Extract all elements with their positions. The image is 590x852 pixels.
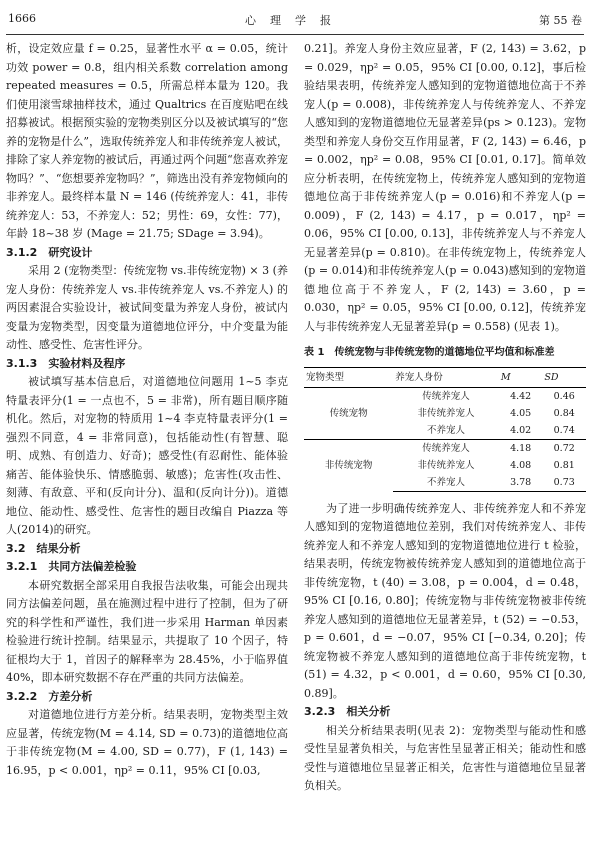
mean-cell: 4.18 [499,439,543,457]
identity-cell: 传统养宠人 [422,390,470,402]
table-caption: 表 1 传统宠物与非传统宠物的道德地位平均值和标准差 [304,347,555,358]
mean-cell: 4.42 [510,390,532,402]
table-header-cell: 养宠人身份 [393,367,499,387]
paragraph-common-method: 本研究数据全部采用自我报告法收集，可能会出现共同方法偏差问题，虽在施测过程中进行了控制，但为了研究的科学性和严谨性，我们进一步采用 Harman 单因素检验进行统计控制。结果显示，共提取了 10 个因子，特征根均大于 1，首因子的解释率为 28.45%，小于临界值 40%，即本研究数据不存在严重的共同方法偏差。 [6,578,288,684]
sd-cell: 0.81 [553,459,575,471]
journal-title: 心理学报 [245,14,345,27]
identity-cell: 非传统养宠人 [417,407,475,419]
table-row [304,439,586,457]
sd-cell: 0.72 [542,439,586,457]
left-column [6,40,288,780]
sd-cell: 0.84 [553,407,575,419]
paragraph-anova: 对道德地位进行方差分析。结果表明，宠物类型主效应显著，传统宠物(M = 4.14, SD = 0.73)的道德地位高于非传统宠物(M = 4.00, SD = 0.77)，F (1, 143) = 16.95，p < 0.001，ηp² = 0.11，95% CI [0.03, [6,708,288,777]
mean-cell: 4.02 [510,424,532,436]
table-header-row [304,367,586,387]
table-header-cell: 宠物类型 [304,367,393,387]
page-number: 1666 [8,12,36,25]
heading-3-1-2: 3.1.2 研究设计 [6,245,93,259]
table-row [304,387,586,405]
heading-3-2-2: 3.2.2 方差分析 [6,689,93,703]
means-table [304,367,586,492]
page-header [6,0,584,35]
sd-cell: 0.74 [553,424,575,436]
heading-3-2: 3.2 结果分析 [6,541,81,555]
heading-3-2-3: 3.2.3 相关分析 [304,705,391,718]
table-header-cell: SD [542,367,586,387]
heading-3-1-3: 3.1.3 实验材料及程序 [6,356,126,370]
heading-3-2-1: 3.2.1 共同方法偏差检验 [6,560,137,573]
table-header-cell: M [499,367,543,387]
mean-cell: 3.78 [499,474,543,492]
paragraph-sampling: 析，设定效应量 f = 0.25，显著性水平 α = 0.05，统计功效 power = 0.8，组内相关系数 correlation among repeated measures = 0.5，所需总样本量为 120。我们使用滚雪球抽样技术，通过 Qualtrics 在百度贴吧在线招募被试。根据预实验的宠物类别区分以及被试填写的“您养的宠物是什么”，选取传统养宠人和非传统养宠人被试，排除了家人养宠物的被试后，再通过两个问题“您喜欢养宠物吗？”、“您想要养宠物吗？”，筛选出没有养宠物倾向的非养宠人。最终样本量 N = 146 (传统养宠人：41，非传统养宠人：53，不养宠人：52；男性：69，女性：77)，年龄 18~38 岁 (Mage = 21.75; SDage = 3.94)。 [6,42,288,240]
right-column [304,40,586,796]
sd-cell: 0.46 [553,390,575,402]
pet-type-cell: 非传统宠物 [304,439,393,491]
paragraph-anova-continued: 0.21]。养宠人身份主效应显著，F (2, 143) = 3.62，p = 0.029，ηp² = 0.05，95% CI [0.00, 0.12]，事后检验结果表明，传统养宠人感知到的宠物道德地位高于不养宠人(p = 0.008)，非传统养宠人与传统养宠人、不养宠人感知到的宠物道德地位无显著差异(ps > 0.123)。宠物类型和养宠人身份交互作用显著，F (2, 143) = 6.46，p = 0.002，ηp² = 0.08，95% CI [0.01, 0.17]。简单效应分析表明，在传统宠物上，传统养宠人感知到的宠物道德地位高于非传统养宠人(p = 0.016)和不养宠人(p = 0.009)，F (2, 143) = 4.17，p = 0.017，ηp² = 0.06，95% CI [0.00, 0.13]，非传统养宠人与不养宠人无显著差异(p = 0.810)。在非传统宠物上，传统养宠人(p = 0.014)和非传统养宠人(p = 0.043)感知到的宠物道德地位高于不养宠人，F (2, 143) = 3.60，p = 0.030，ηp² = 0.05，95% CI [0.00, 0.12]，传统养宠人与非传统养宠人无显著差异(p = 0.558) (见表 1)。 [304,42,586,333]
sd-cell: 0.73 [542,474,586,492]
paragraph-design: 采用 2 (宠物类型：传统宠物 vs.非传统宠物) × 3 (养宠人身份：传统养宠人 vs.非传统养宠人 vs.不养宠人) 的两因素混合实验设计，被试间变量为养宠人身份，被试内变量为宠物类型，因变量为道德地位评分，中介变量为能动性、感受性、危害性评分。 [6,264,288,351]
paragraph-correlation: 相关分析结果表明(见表 2)：宠物类型与能动性和感受性呈显著负相关，与危害性呈显著正相关；能动性和感受性与道德地位呈显著正相关，危害性与道德地位呈显著负相关。 [304,723,586,792]
mean-cell: 4.08 [510,459,532,471]
volume-label: 第 55 卷 [539,14,582,27]
mean-cell: 4.05 [510,407,532,419]
paragraph-materials: 被试填写基本信息后，对道德地位问题用 1~5 李克特量表评分(1 = 一点也不，5 = 非常)，所有题目顺序随机化。然后，对宠物的特质用 1~4 李克特量表评分(1 = 强烈不同意，4 = 非常同意)，包括能动性(有智慧、聪明、成熟、有创造力、好奇)；感受性(有忍耐性、能体验痛苦、能体验快乐、情感脆弱、敏感)；危害性(攻击性、刻薄、有敌意、平和(反向计分)、温和(反向计分))。道德地位、能动性、感受性、危害性的题目改编自 Piazza 等人(2014)的研究。 [6,375,288,536]
identity-cell: 不养宠人 [393,474,499,492]
identity-cell: 不养宠人 [427,424,466,436]
pet-type-cell: 传统宠物 [329,407,368,419]
identity-cell: 非传统养宠人 [417,459,475,471]
identity-cell: 传统养宠人 [393,439,499,457]
paragraph-t-test: 为了进一步明确传统养宠人、非传统养宠人和不养宠人感知到的宠物道德地位差别，我们对传统养宠人、非传统养宠人和不养宠人感知到的宠物道德地位进行 t 检验，结果表明，传统宠物被传统养宠人感知到的道德地位高于非传统宠物，t (40) = 3.08，p = 0.004，d = 0.48，95% CI [0.16, 0.80]；传统宠物与非传统宠物被非传统养宠人感知到的道德地位无显著差异，t (52) = −0.53，p = 0.601，d = −0.07，95% CI [−0.34, 0.20]；传统宠物被不养宠人感知到的道德地位高于非传统宠物，t (51) = 4.32，p < 0.001，d = 0.60，95% CI [0.30, 0.89]。 [304,501,586,700]
